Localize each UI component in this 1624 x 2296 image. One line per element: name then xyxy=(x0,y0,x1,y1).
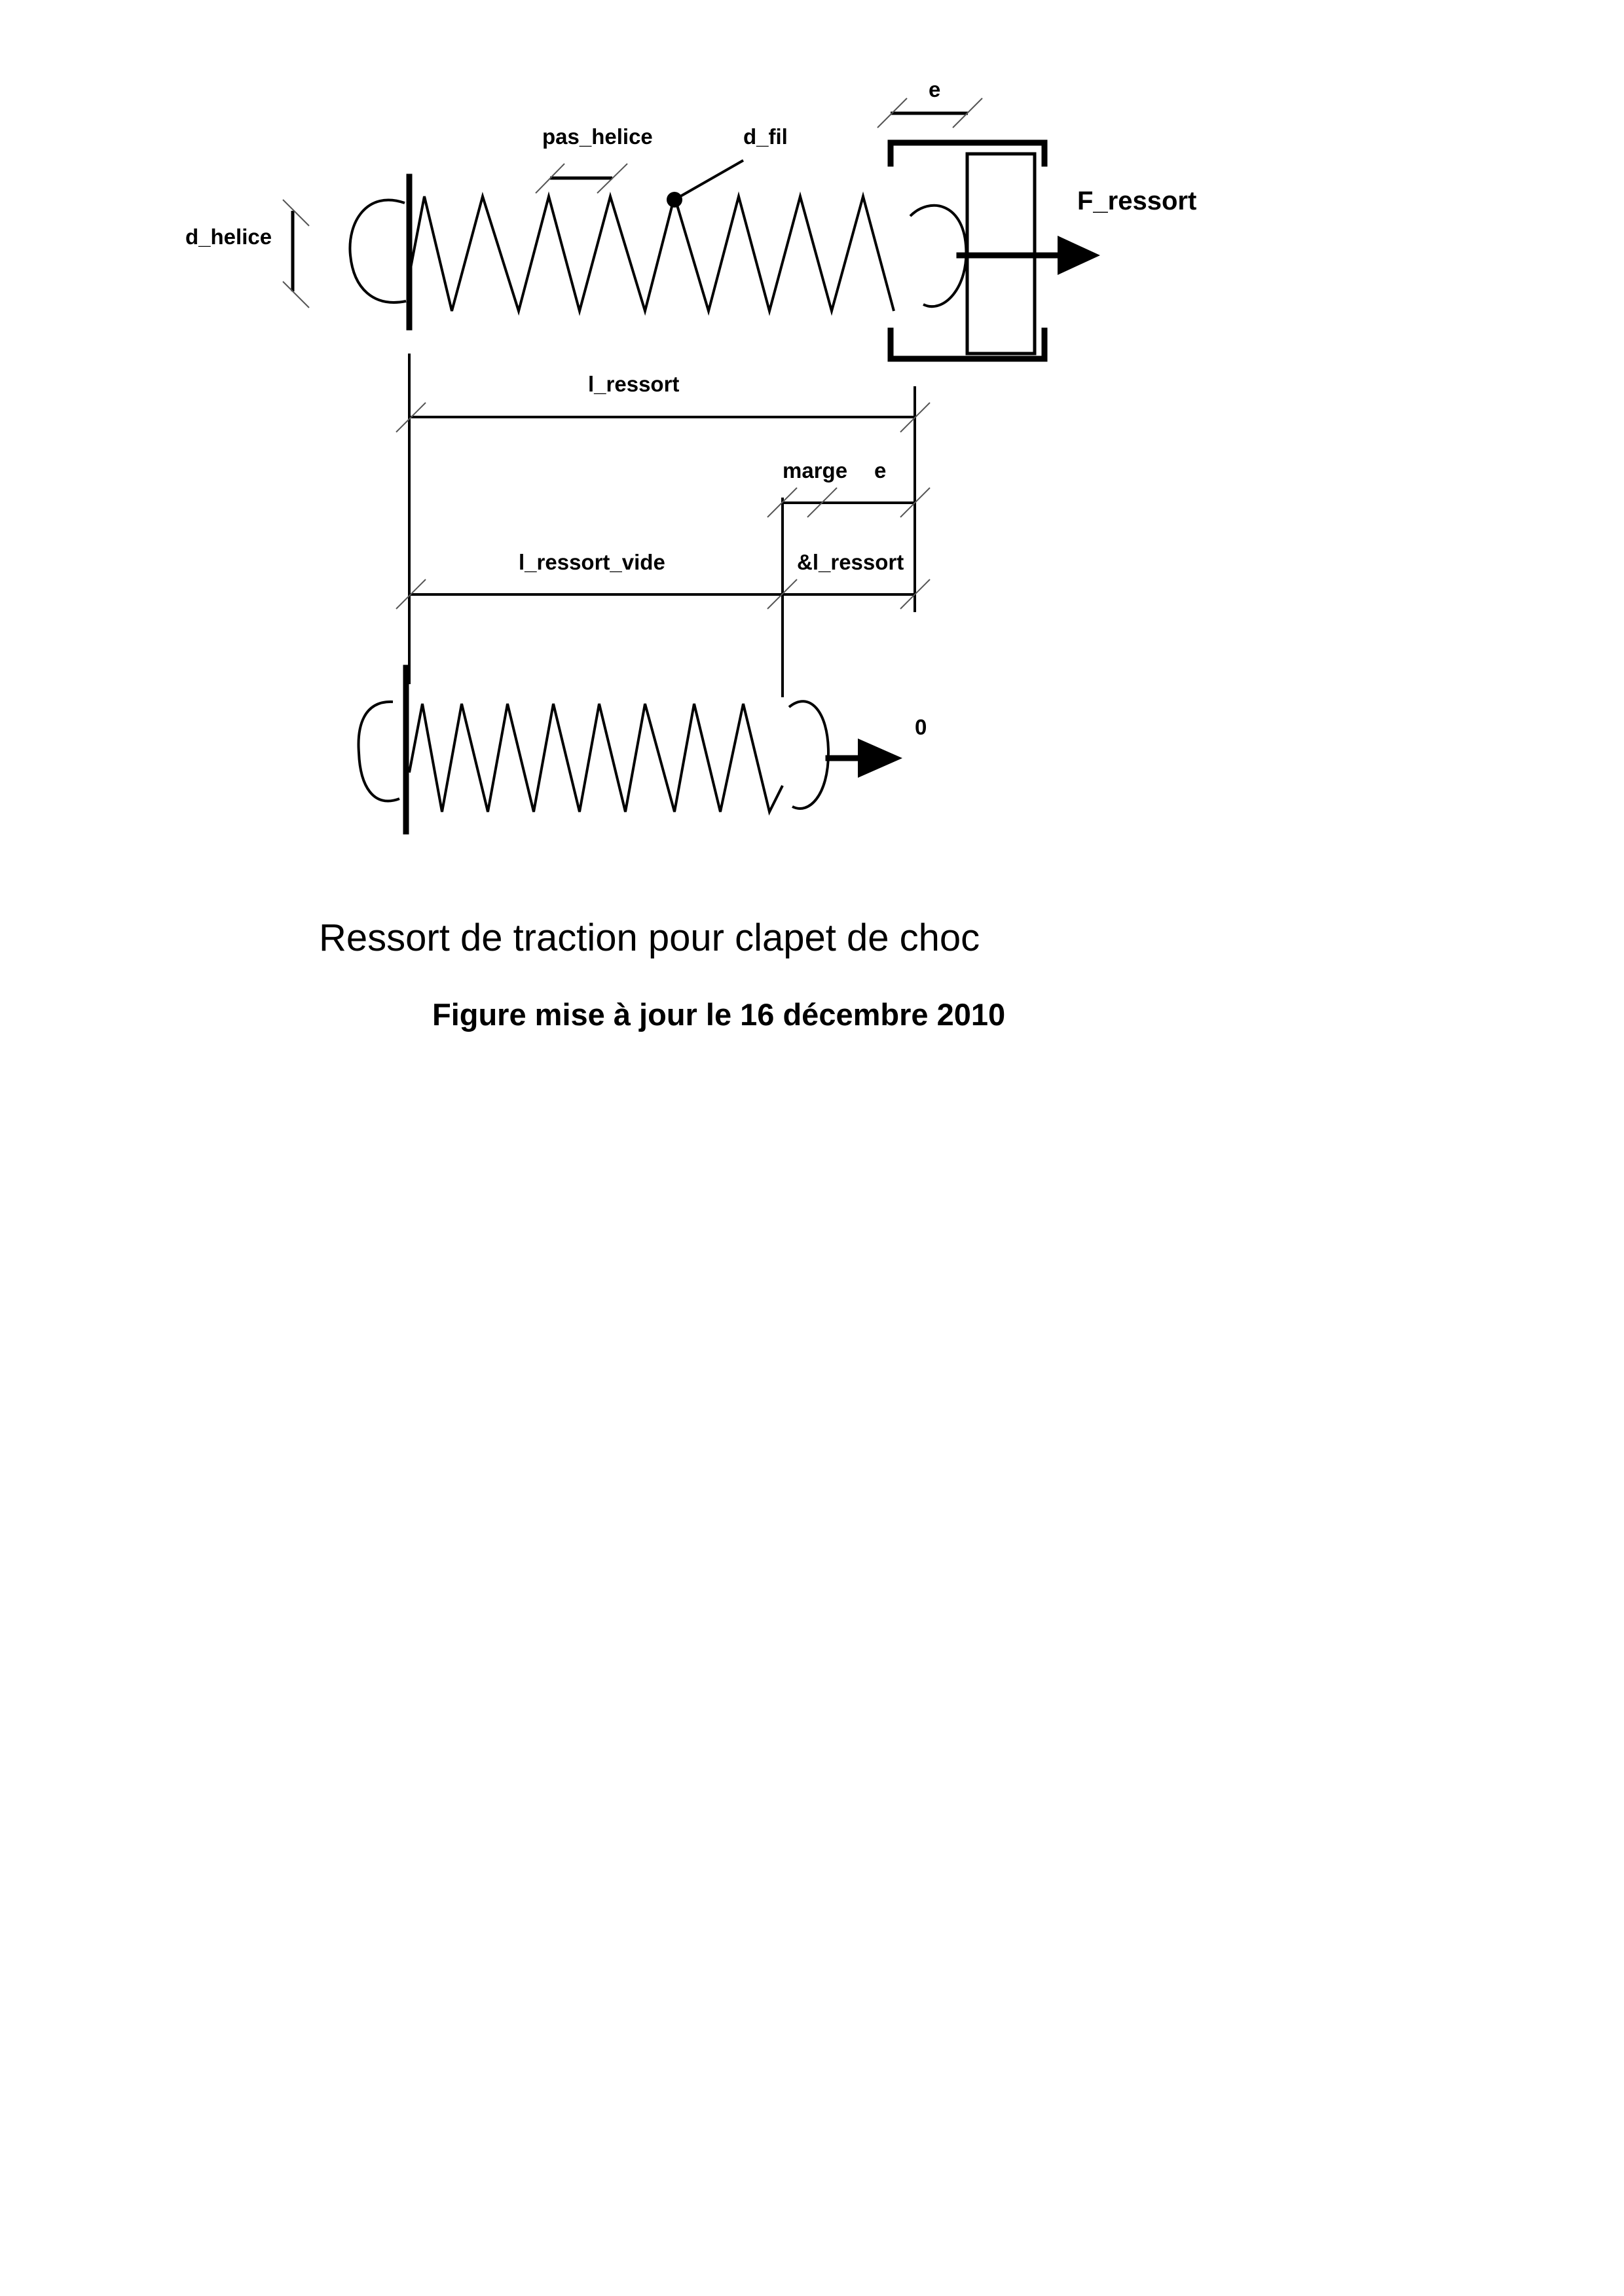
pas-helice-dimension xyxy=(536,164,627,193)
label-d-fil: d_fil xyxy=(743,124,788,149)
e-top-dimension xyxy=(877,98,982,128)
free-spring xyxy=(359,668,902,831)
label-d-helice: d_helice xyxy=(185,225,272,249)
figure-title: Ressort de traction pour clapet de choc xyxy=(319,917,980,959)
l-ressort-dimension xyxy=(396,403,930,432)
left-hook xyxy=(350,200,406,302)
zero-force-arrow xyxy=(858,738,902,778)
label-pas-helice: pas_helice xyxy=(542,124,653,149)
spring-coils-free xyxy=(409,704,783,812)
label-f-ressort: F_ressort xyxy=(1077,187,1197,215)
label-l-ressort: l_ressort xyxy=(588,372,680,396)
valve-clapet xyxy=(891,143,1044,359)
loaded-spring xyxy=(350,160,966,327)
d-helice-dimension xyxy=(283,200,309,308)
marge-e-dimension xyxy=(767,488,930,517)
l-ressort-vide-dimension xyxy=(396,579,930,609)
spring-coils xyxy=(409,196,894,311)
left-hook-free xyxy=(359,702,399,801)
force-arrow xyxy=(959,236,1100,275)
right-hook-free xyxy=(789,701,828,809)
d-fil-leader xyxy=(674,160,743,200)
figure-subtitle: Figure mise à jour le 16 décembre 2010 xyxy=(432,997,1006,1032)
label-marge: marge xyxy=(783,458,848,483)
label-l-ressort-vide: l_ressort_vide xyxy=(519,550,665,574)
label-delta-l-ressort: &l_ressort xyxy=(797,550,904,574)
label-zero-force: 0 xyxy=(915,715,927,739)
label-e-top: e xyxy=(929,77,941,101)
label-e-marge: e xyxy=(874,458,887,483)
